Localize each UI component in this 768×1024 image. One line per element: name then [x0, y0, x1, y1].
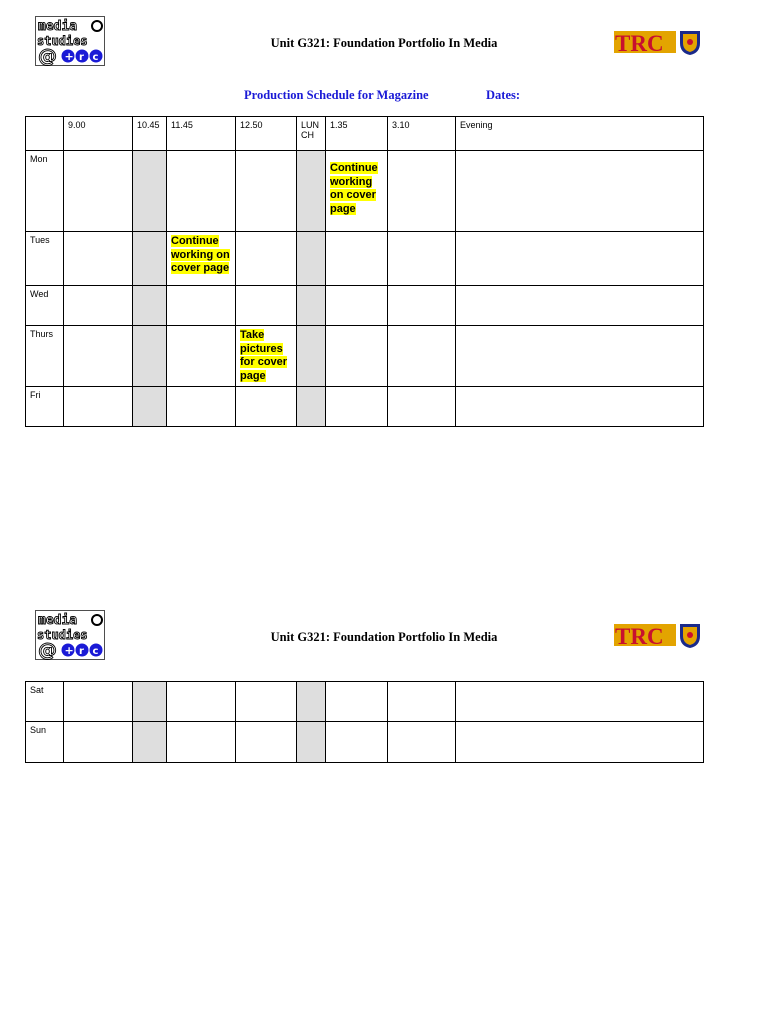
production-schedule-table: [25, 116, 704, 427]
schedule-cell: [456, 286, 704, 326]
svg-text:media: media: [38, 19, 78, 34]
svg-text:r: r: [79, 52, 84, 63]
table-row: [26, 151, 704, 232]
break-cell: [133, 387, 167, 427]
page-title: Unit G321: Foundation Portfolio In Media: [270, 36, 498, 50]
header-cell-day: [26, 117, 64, 151]
schedule-cell: [236, 682, 297, 722]
table-row: [26, 286, 704, 326]
schedule-cell: [326, 326, 388, 387]
schedule-cell: [167, 286, 236, 326]
header-cell-310: 3.10: [388, 117, 456, 151]
schedule-cell: [236, 387, 297, 427]
schedule-cell: [236, 722, 297, 763]
day-label: Wed: [26, 286, 64, 326]
task-highlight: Continue working on cover page: [171, 235, 230, 274]
schedule-heading: [244, 88, 521, 103]
svg-text:@: @: [38, 639, 57, 660]
svg-text:+: +: [64, 644, 74, 657]
table-row: [26, 682, 704, 722]
lunch-cell: [297, 232, 326, 286]
header-cell-1250: 12.50: [236, 117, 297, 151]
schedule-cell: [456, 326, 704, 387]
svg-text:media: media: [38, 613, 78, 628]
page-header: [0, 16, 768, 70]
schedule-cell: [388, 151, 456, 232]
day-label: Mon: [26, 151, 64, 232]
schedule-cell: [388, 286, 456, 326]
svg-text:studies: studies: [37, 628, 88, 642]
table-row: [26, 387, 704, 427]
table-row: [26, 232, 704, 286]
trc-logo: [614, 29, 703, 55]
lunch-cell: [297, 326, 326, 387]
svg-text:studies: studies: [37, 34, 88, 48]
lunch-cell: [297, 387, 326, 427]
svg-text:TRC: TRC: [615, 624, 664, 648]
day-label: Tues: [26, 232, 64, 286]
dates-label: Dates:: [486, 88, 521, 102]
schedule-cell: [456, 151, 704, 232]
schedule-cell: [64, 387, 133, 427]
header-cell-135: 1.35: [326, 117, 388, 151]
task-highlight: Continue working on cover page: [330, 162, 378, 215]
schedule-cell: [236, 151, 297, 232]
schedule-cell: [167, 387, 236, 427]
header-cell-1045: 10.45: [133, 117, 167, 151]
schedule-cell: [64, 286, 133, 326]
break-cell: [133, 151, 167, 232]
schedule-cell: [326, 232, 388, 286]
break-cell: [133, 232, 167, 286]
break-cell: [133, 722, 167, 763]
schedule-cell: [167, 682, 236, 722]
header-cell-900: 9.00: [64, 117, 133, 151]
svg-text:TRC: TRC: [615, 31, 664, 55]
lunch-cell: [297, 286, 326, 326]
schedule-cell: [456, 232, 704, 286]
schedule-cell: [236, 232, 297, 286]
svg-text:c: c: [92, 646, 99, 657]
day-label: Fri: [26, 387, 64, 427]
svg-text:c: c: [92, 52, 99, 63]
day-label: Thurs: [26, 326, 64, 387]
schedule-cell: [326, 151, 388, 232]
schedule-cell: [388, 722, 456, 763]
weekend-schedule-table: [25, 681, 704, 763]
header-row: [26, 117, 704, 151]
page-header-2: [0, 610, 768, 664]
schedule-title: Production Schedule for Magazine: [244, 88, 429, 102]
day-label: Sat: [26, 682, 64, 722]
break-cell: [133, 682, 167, 722]
task-highlight: Take pictures for cover page: [240, 329, 288, 382]
schedule-cell: [167, 326, 236, 387]
svg-text:r: r: [79, 646, 84, 657]
svg-text:+: +: [64, 50, 74, 63]
schedule-cell: [64, 232, 133, 286]
schedule-cell: [456, 387, 704, 427]
schedule-cell: [388, 232, 456, 286]
break-cell: [133, 326, 167, 387]
schedule-cell: [64, 326, 133, 387]
header-cell-lunch: LUNCH: [297, 117, 326, 151]
table-row: [26, 326, 704, 387]
schedule-cell: [456, 722, 704, 763]
lunch-cell: [297, 682, 326, 722]
header-cell-1145: 11.45: [167, 117, 236, 151]
header-cell-evening: Evening: [456, 117, 704, 151]
lunch-cell: [297, 722, 326, 763]
schedule-cell: [167, 151, 236, 232]
trc-logo: [614, 622, 703, 648]
schedule-cell: [167, 722, 236, 763]
schedule-cell: [64, 722, 133, 763]
schedule-cell: [388, 682, 456, 722]
svg-text:@: @: [38, 45, 57, 66]
schedule-cell: [236, 326, 297, 387]
schedule-cell: [167, 232, 236, 286]
table-row: [26, 722, 704, 763]
schedule-cell: [388, 387, 456, 427]
schedule-cell: [64, 151, 133, 232]
schedule-cell: [64, 682, 133, 722]
schedule-cell: [326, 286, 388, 326]
day-label: Sun: [26, 722, 64, 763]
break-cell: [133, 286, 167, 326]
schedule-cell: [326, 722, 388, 763]
schedule-cell: [326, 682, 388, 722]
lunch-cell: [297, 151, 326, 232]
schedule-cell: [456, 682, 704, 722]
schedule-cell: [388, 326, 456, 387]
page-title: Unit G321: Foundation Portfolio In Media: [270, 630, 498, 644]
schedule-cell: [326, 387, 388, 427]
schedule-cell: [236, 286, 297, 326]
